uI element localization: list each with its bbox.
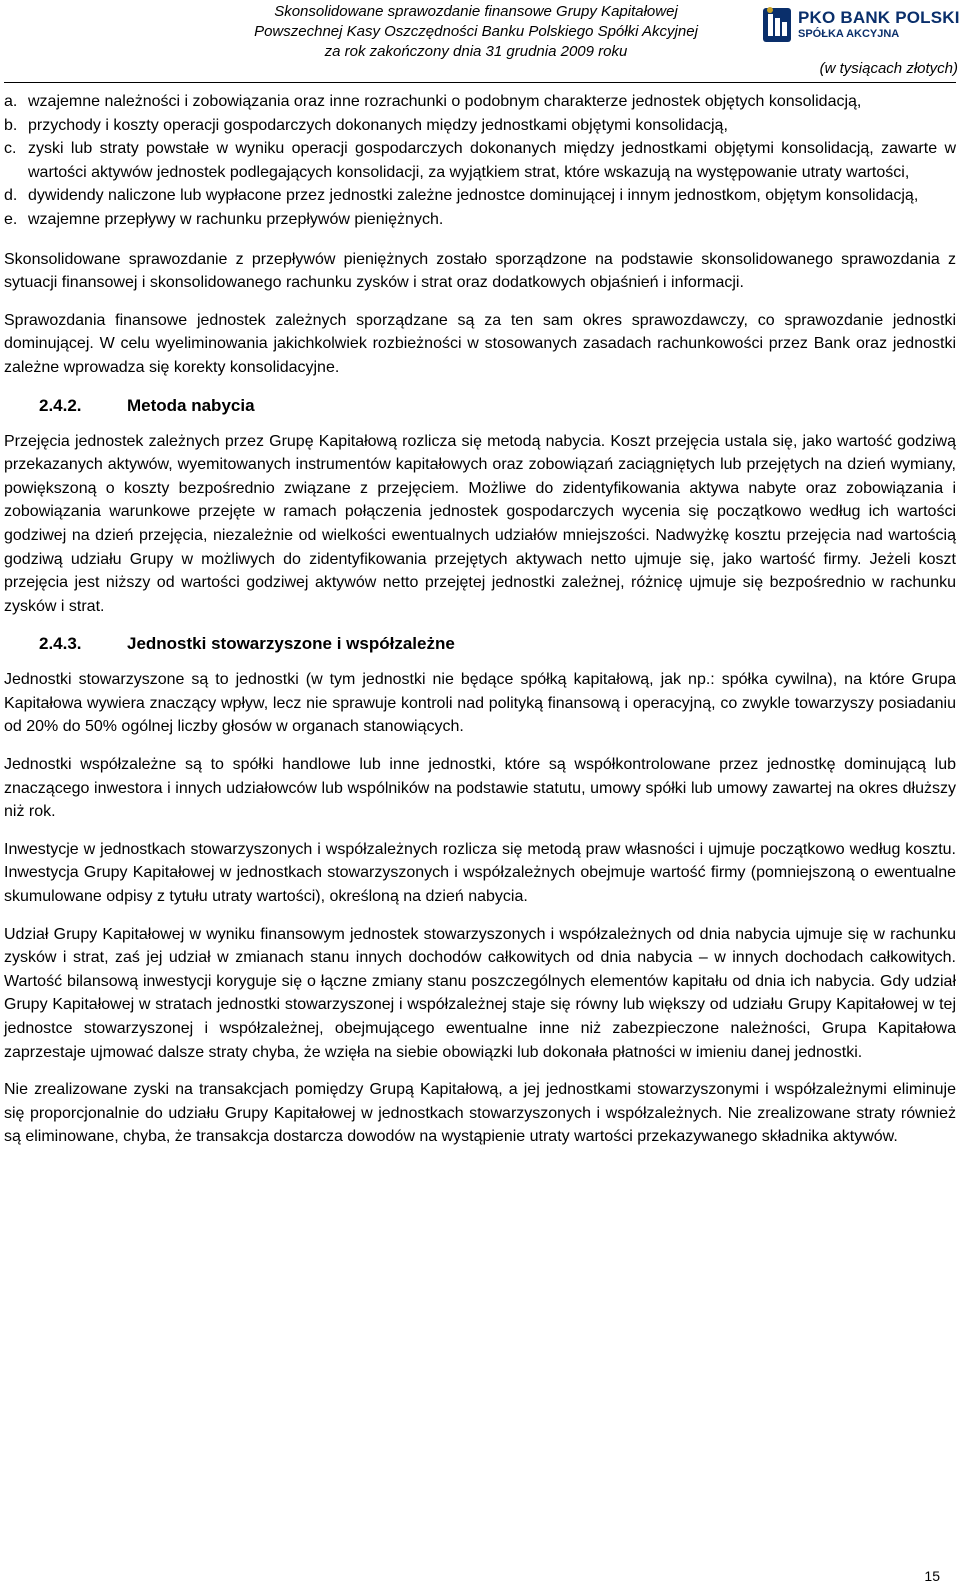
- paragraph: Sprawozdania finansowe jednostek zależnych sporządzane są za ten sam okres sprawozdawczy, co sprawozdanie jednostki dominującej. W celu wyeliminowania jakichkolwiek rozbieżności w stosowanych zasadach rachunkowości przez Bank oraz jednostki zależne wprowadza się korekty konsolidacyjne.: [4, 311, 956, 376]
- bank-name: PKO BANK POLSKI: [798, 8, 960, 27]
- page-header: [0, 0, 960, 84]
- paragraph: Jednostki stowarzyszone są to jednostki (w tym jednostki nie będące spółką kapitałową, jak np.: spółka cywilna), na które Grupa Kapitałowa wywiera znaczący wpływ, lecz nie sprawuje kontroli nad polityką finansową i operacyjną, co zwykle towarzyszy posiadaniu od 20% do 50% ogólnej liczby głosów w organach stanowiących.: [4, 671, 956, 736]
- list-item-text: dywidendy naliczone lub wypłacone przez jednostki zależne jednostce dominującej i innym jednostkom, objętym konsolidacją,: [28, 187, 919, 205]
- report-title: [222, 2, 730, 62]
- report-title-line: za rok zakończony dnia 31 grudnia 2009 roku: [324, 43, 628, 60]
- list-item: [4, 208, 956, 232]
- section-heading: [4, 394, 956, 418]
- section-heading: [4, 632, 956, 656]
- list-item-text: wzajemne przepływy w rachunku przepływów pieniężnych.: [28, 210, 444, 228]
- paragraph: Jednostki współzależne są to spółki handlowe lub inne jednostki, które są współkontrolowane przez jednostkę dominującą lub znaczącego inwestora i innych udziałowców lub wspólników na podstawie statutu, umowy spółki lub umowy zawartej na okres dłuższy niż rok.: [4, 756, 956, 821]
- list-item: [4, 137, 956, 184]
- list-marker: a.: [4, 93, 18, 110]
- report-title-line: Powszechnej Kasy Oszczędności Banku Polskiego Spółki Akcyjnej: [254, 23, 698, 40]
- section-title: Metoda nabycia: [127, 395, 255, 415]
- list-item: [4, 90, 956, 114]
- list-marker: d.: [4, 187, 18, 205]
- header-divider: [4, 82, 956, 83]
- list-item: [4, 114, 956, 138]
- consolidation-eliminations-list: [4, 90, 956, 232]
- list-item: [4, 184, 956, 208]
- report-title-line: Skonsolidowane sprawozdanie finansowe Grupy Kapitałowej: [274, 3, 678, 20]
- paragraph: Przejęcia jednostek zależnych przez Grupę Kapitałową rozlicza się metodą nabycia. Koszt przejęcia ustala się, jako wartość godziwą przekazanych aktywów, wyemitowanych instrumentów kapitałowych oraz zobowiązań zaciągniętych lub przejętych na dzień wymiany, powiększoną o koszty bezpośrednio związane z przejęciem. Możliwe do zidentyfikowania aktywa nabyte oraz zobowiązania i zobowiązania warunkowe przejęte w ramach połączenia jednostek gospodarczych wycenia się początkowo według ich wartości godziwej na dzień przejęcia, niezależnie od wielkości ewentualnych udziałów mniejszości. Nadwyżkę kosztu przejęcia nad wartością godziwą udziału Grupy w możliwych do zidentyfikowania przejętych aktywach netto ujmuje się, jako wartość firmy. Jeżeli koszt przejęcia jest niższy od wartości godziwej aktywów netto przejętej jednostki zależnej, różnicę ujmuje się bezpośrednio w rachunku zysków i strat.: [4, 432, 956, 615]
- section-number: 2.4.3.: [39, 634, 82, 654]
- list-marker: b.: [4, 116, 18, 134]
- paragraph: Skonsolidowane sprawozdanie z przepływów pieniężnych zostało sporządzone na podstawie skonsolidowanego sprawozdania z sytuacji finansowej i skonsolidowanego rachunku zysków i strat oraz dodatkowych objaśnień i informacji.: [4, 250, 956, 292]
- list-item-text: wzajemne należności i zobowiązania oraz inne rozrachunki o podobnym charakterze jednostek objętych konsolidacją,: [28, 93, 862, 110]
- paragraph: Inwestycje w jednostkach stowarzyszonych i współzależnych rozlicza się metodą praw własności i ujmuje początkowo według kosztu. Inwestycja Grupy Kapitałowej w jednostkach stowarzyszonych i współzależnych obejmuje wartość firmy (pomniejszoną o ewentualne skumulowane odpisy z tytułu utraty wartości), określoną na dzień nabycia.: [4, 840, 956, 906]
- paragraph: Udział Grupy Kapitałowej w wyniku finansowym jednostek stowarzyszonych i współzależnych od dnia nabycia ujmuje się w rachunku zysków i strat, zaś jej udział w zmianach stanu innych dochodów całkowitych od dnia nabycia – w innych dochodach całkowitych. Wartość bilansową inwestycji koryguje się o łączne zmiany stanu poszczególnych elementów kapitału od dnia ich nabycia. Gdy udział Grupy Kapitałowej w stratach jednostki stowarzyszonej i współzależnej staje się równy lub większy od udziału Grupy Kapitałowej w tej jednostce stowarzyszonej i współzależnej, obejmującego ewentualne inne niż zabezpieczone należności, Grupa Kapitałowa zaprzestaje ujmować dalsze straty chyba, że wzięła na siebie obowiązki lub dokonała płatności w imieniu danej jednostki.: [4, 925, 956, 1061]
- list-item-text: zyski lub straty powstałe w wyniku operacji gospodarczych dokonanych między jednostkami objętymi konsolidacją, zawarte w wartości aktywów jednostek podlegających konsolidacji, za wyjątkiem strat, które wskazują na występowanie utraty wartości,: [28, 140, 956, 181]
- section-title: Jednostki stowarzyszone i współzależne: [127, 634, 455, 654]
- paragraph: Nie zrealizowane zyski na transakcjach pomiędzy Grupą Kapitałową, a jej jednostkami stowarzyszonymi i współzależnymi eliminuje się proporcjonalnie do udziału Grupy Kapitałowej w jednostkach stowarzyszonych i współzależnych. Nie zrealizowane straty również są eliminowane, chyba, że transakcja dostarcza dowodów na wystąpienie utraty wartości przekazywanego składnika aktywów.: [4, 1081, 956, 1146]
- document-body: [4, 90, 956, 1163]
- bank-logo: [762, 2, 958, 46]
- bank-legal-form: SPÓŁKA AKCYJNA: [798, 28, 900, 40]
- pko-logo-icon: [762, 4, 792, 44]
- list-item-text: przychody i koszty operacji gospodarczych dokonanych między jednostkami objętymi konsolidacją,: [28, 116, 728, 134]
- list-marker: c.: [4, 140, 17, 158]
- list-marker: e.: [4, 210, 18, 228]
- page-number: 15: [924, 1568, 940, 1584]
- section-number: 2.4.2.: [39, 395, 82, 415]
- currency-unit: (w tysiącach złotych): [819, 60, 958, 77]
